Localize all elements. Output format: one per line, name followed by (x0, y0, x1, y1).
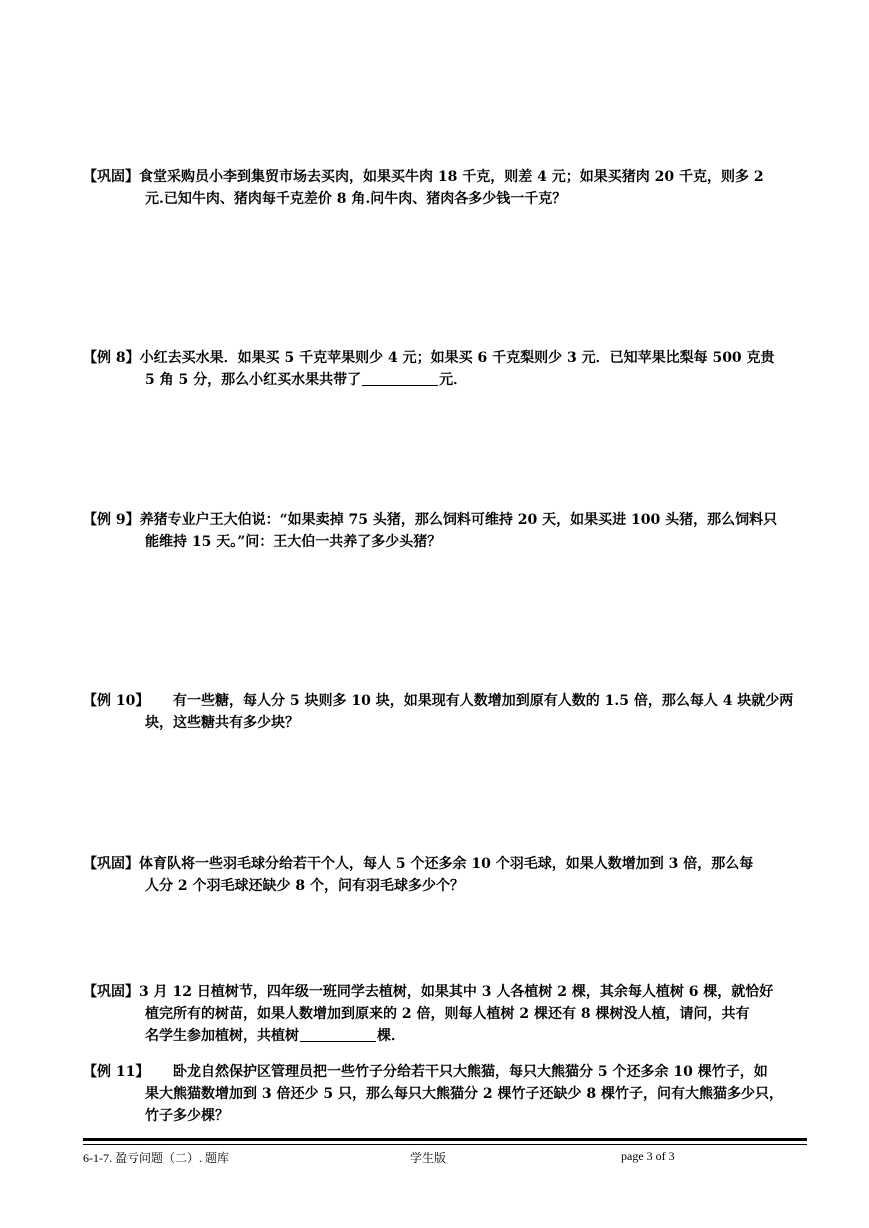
problem-text-line: 养猪专业户王大伯说：“如果卖掉 75 头猪，那么饲料可维持 20 天，如果买进 100 头猪，那么饲料只 (139, 512, 778, 528)
problem-consolidation-2 (83, 853, 807, 897)
footer-center-text: 学生版 (410, 1151, 447, 1165)
problem-tag: 【例 9】 (83, 512, 140, 528)
problem-tag: 【例 8】 (83, 350, 140, 366)
answer-blank[interactable] (362, 371, 438, 386)
problem-consolidation-1 (83, 166, 807, 210)
problem-text-line: 竹子多少棵？ (145, 1108, 229, 1124)
problem-text-line: 元.已知牛肉、猪肉每千克差价 8 角.问牛肉、猪肉各多少钱一千克？ (145, 191, 567, 207)
footer-divider-thick (83, 1138, 807, 1141)
problem-text-line: 卧龙自然保护区管理员把一些竹子分给若干只大熊猫，每只大熊猫分 5 个还多余 10 棵竹子，如 (173, 1064, 768, 1080)
problem-text-line: 棵． (377, 1028, 405, 1044)
footer-page-number: page 3 of 3 (621, 1149, 675, 1163)
problem-text-line: 有一些糖，每人分 5 块则多 10 块，如果现有人数增加到原有人数的 1.5 倍，那么每人 4 块就少两 (173, 693, 794, 709)
problem-text-line: 体育队将一些羽毛球分给若干个人，每人 5 个还多余 10 个羽毛球，如果人数增加到 3 倍，那么每 (139, 856, 754, 872)
footer-left-text: 6-1-7. 盈亏问题（二）. 题库 (83, 1151, 229, 1165)
problem-text-line: 元． (439, 372, 468, 388)
problem-example-10 (83, 690, 807, 734)
problem-tag: 【巩固】 (83, 169, 139, 185)
problem-example-11 (83, 1061, 807, 1127)
footer-divider-thin (83, 1144, 807, 1145)
problem-text-line: 果大熊猫数增加到 3 倍还少 5 只，那么每只大熊猫分 2 棵竹子还缺少 8 棵竹子，问有大熊猫多少只， (145, 1086, 783, 1102)
problem-example-9 (83, 509, 807, 553)
problem-example-8 (83, 347, 807, 391)
problem-tag: 【例 11】 (83, 1064, 150, 1080)
problem-text-line: 植完所有的树苗，如果人数增加到原来的 2 倍，则每人植树 2 棵还有 8 棵树没人植，请问，共有 (145, 1006, 750, 1022)
problem-text-line: 小红去买水果．如果买 5 千克苹果则少 4 元；如果买 6 千克梨则少 3 元．已知苹果比梨每 500 克贵 (139, 350, 775, 366)
problem-tag: 【例 10】 (83, 693, 150, 709)
problem-tag: 【巩固】 (83, 984, 139, 1000)
problem-text-line: 块，这些糖共有多少块？ (145, 715, 299, 731)
problem-consolidation-3 (83, 981, 807, 1047)
problem-text-line: 5 角 5 分，那么小红买水果共带了 (145, 372, 362, 388)
problem-text-line: 名学生参加植树，共植树 (145, 1028, 299, 1044)
problem-text-line: 人分 2 个羽毛球还缺少 8 个，问有羽毛球多少个？ (145, 878, 464, 894)
problem-text-line: 能维持 15 天。”问：王大伯一共养了多少头猪？ (145, 534, 442, 550)
answer-blank[interactable] (300, 1027, 376, 1042)
problem-tag: 【巩固】 (83, 856, 139, 872)
problem-text-line: 食堂采购员小李到集贸市场去买肉，如果买牛肉 18 千克，则差 4 元；如果买猪肉 20 千克，则多 2 (139, 169, 764, 185)
problem-text-line: 3 月 12 日植树节，四年级一班同学去植树，如果其中 3 人各植树 2 棵，其余每人植树 6 棵，就恰好 (139, 984, 774, 1000)
